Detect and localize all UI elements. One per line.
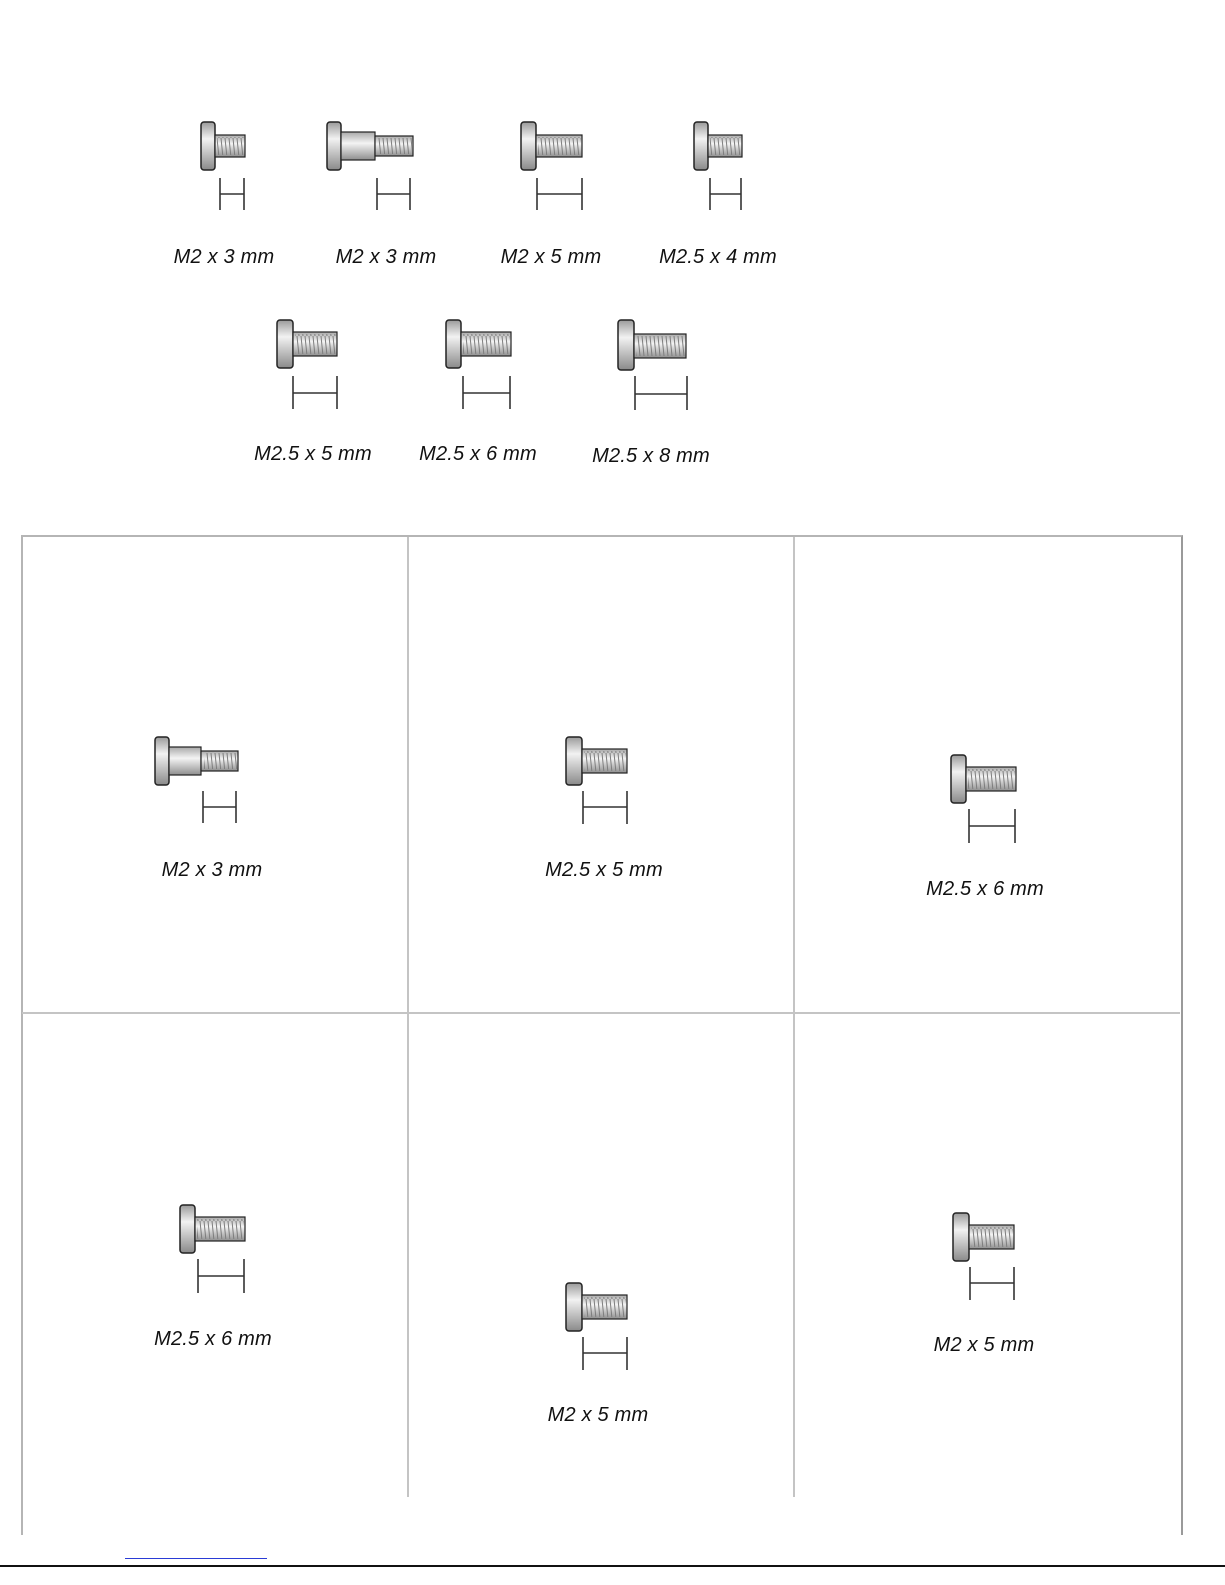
screw-label: M2.5 x 4 mm [659, 246, 777, 268]
screw-icon [175, 1201, 255, 1301]
screw-icon [441, 316, 521, 416]
screw-label: M2 x 3 mm [173, 246, 275, 268]
screw-label: M2 x 5 mm [500, 246, 602, 268]
table-cell-label: M2.5 x 6 mm [154, 1328, 272, 1350]
screw-label: M2.5 x 6 mm [419, 443, 537, 465]
screw-icon [948, 1209, 1028, 1309]
screw-icon [516, 118, 596, 218]
screw-icon [196, 118, 256, 218]
screw-icon [561, 1279, 641, 1379]
screw-icon [150, 733, 250, 833]
screw-icon [613, 316, 703, 416]
table-cell-label: M2.5 x 5 mm [545, 859, 663, 881]
table-cell-label: M2 x 3 mm [161, 859, 263, 881]
screw-icon [689, 118, 749, 218]
screw-icon [946, 751, 1026, 851]
screw-table [21, 535, 1183, 1535]
screw-label: M2.5 x 8 mm [592, 445, 710, 467]
table-divider [22, 1012, 1180, 1014]
table-cell-label: M2.5 x 6 mm [926, 878, 1044, 900]
screw-label: M2 x 3 mm [335, 246, 437, 268]
table-cell-label: M2 x 5 mm [547, 1404, 649, 1426]
table-cell-label: M2 x 5 mm [933, 1334, 1035, 1356]
screw-label: M2.5 x 5 mm [254, 443, 372, 465]
footer-link-underline[interactable] [125, 1558, 267, 1559]
screw-icon [322, 118, 422, 218]
table-divider [407, 537, 409, 1497]
footer-divider [0, 1565, 1225, 1567]
table-divider [793, 537, 795, 1497]
screw-icon [561, 733, 641, 833]
screw-icon [272, 316, 352, 416]
